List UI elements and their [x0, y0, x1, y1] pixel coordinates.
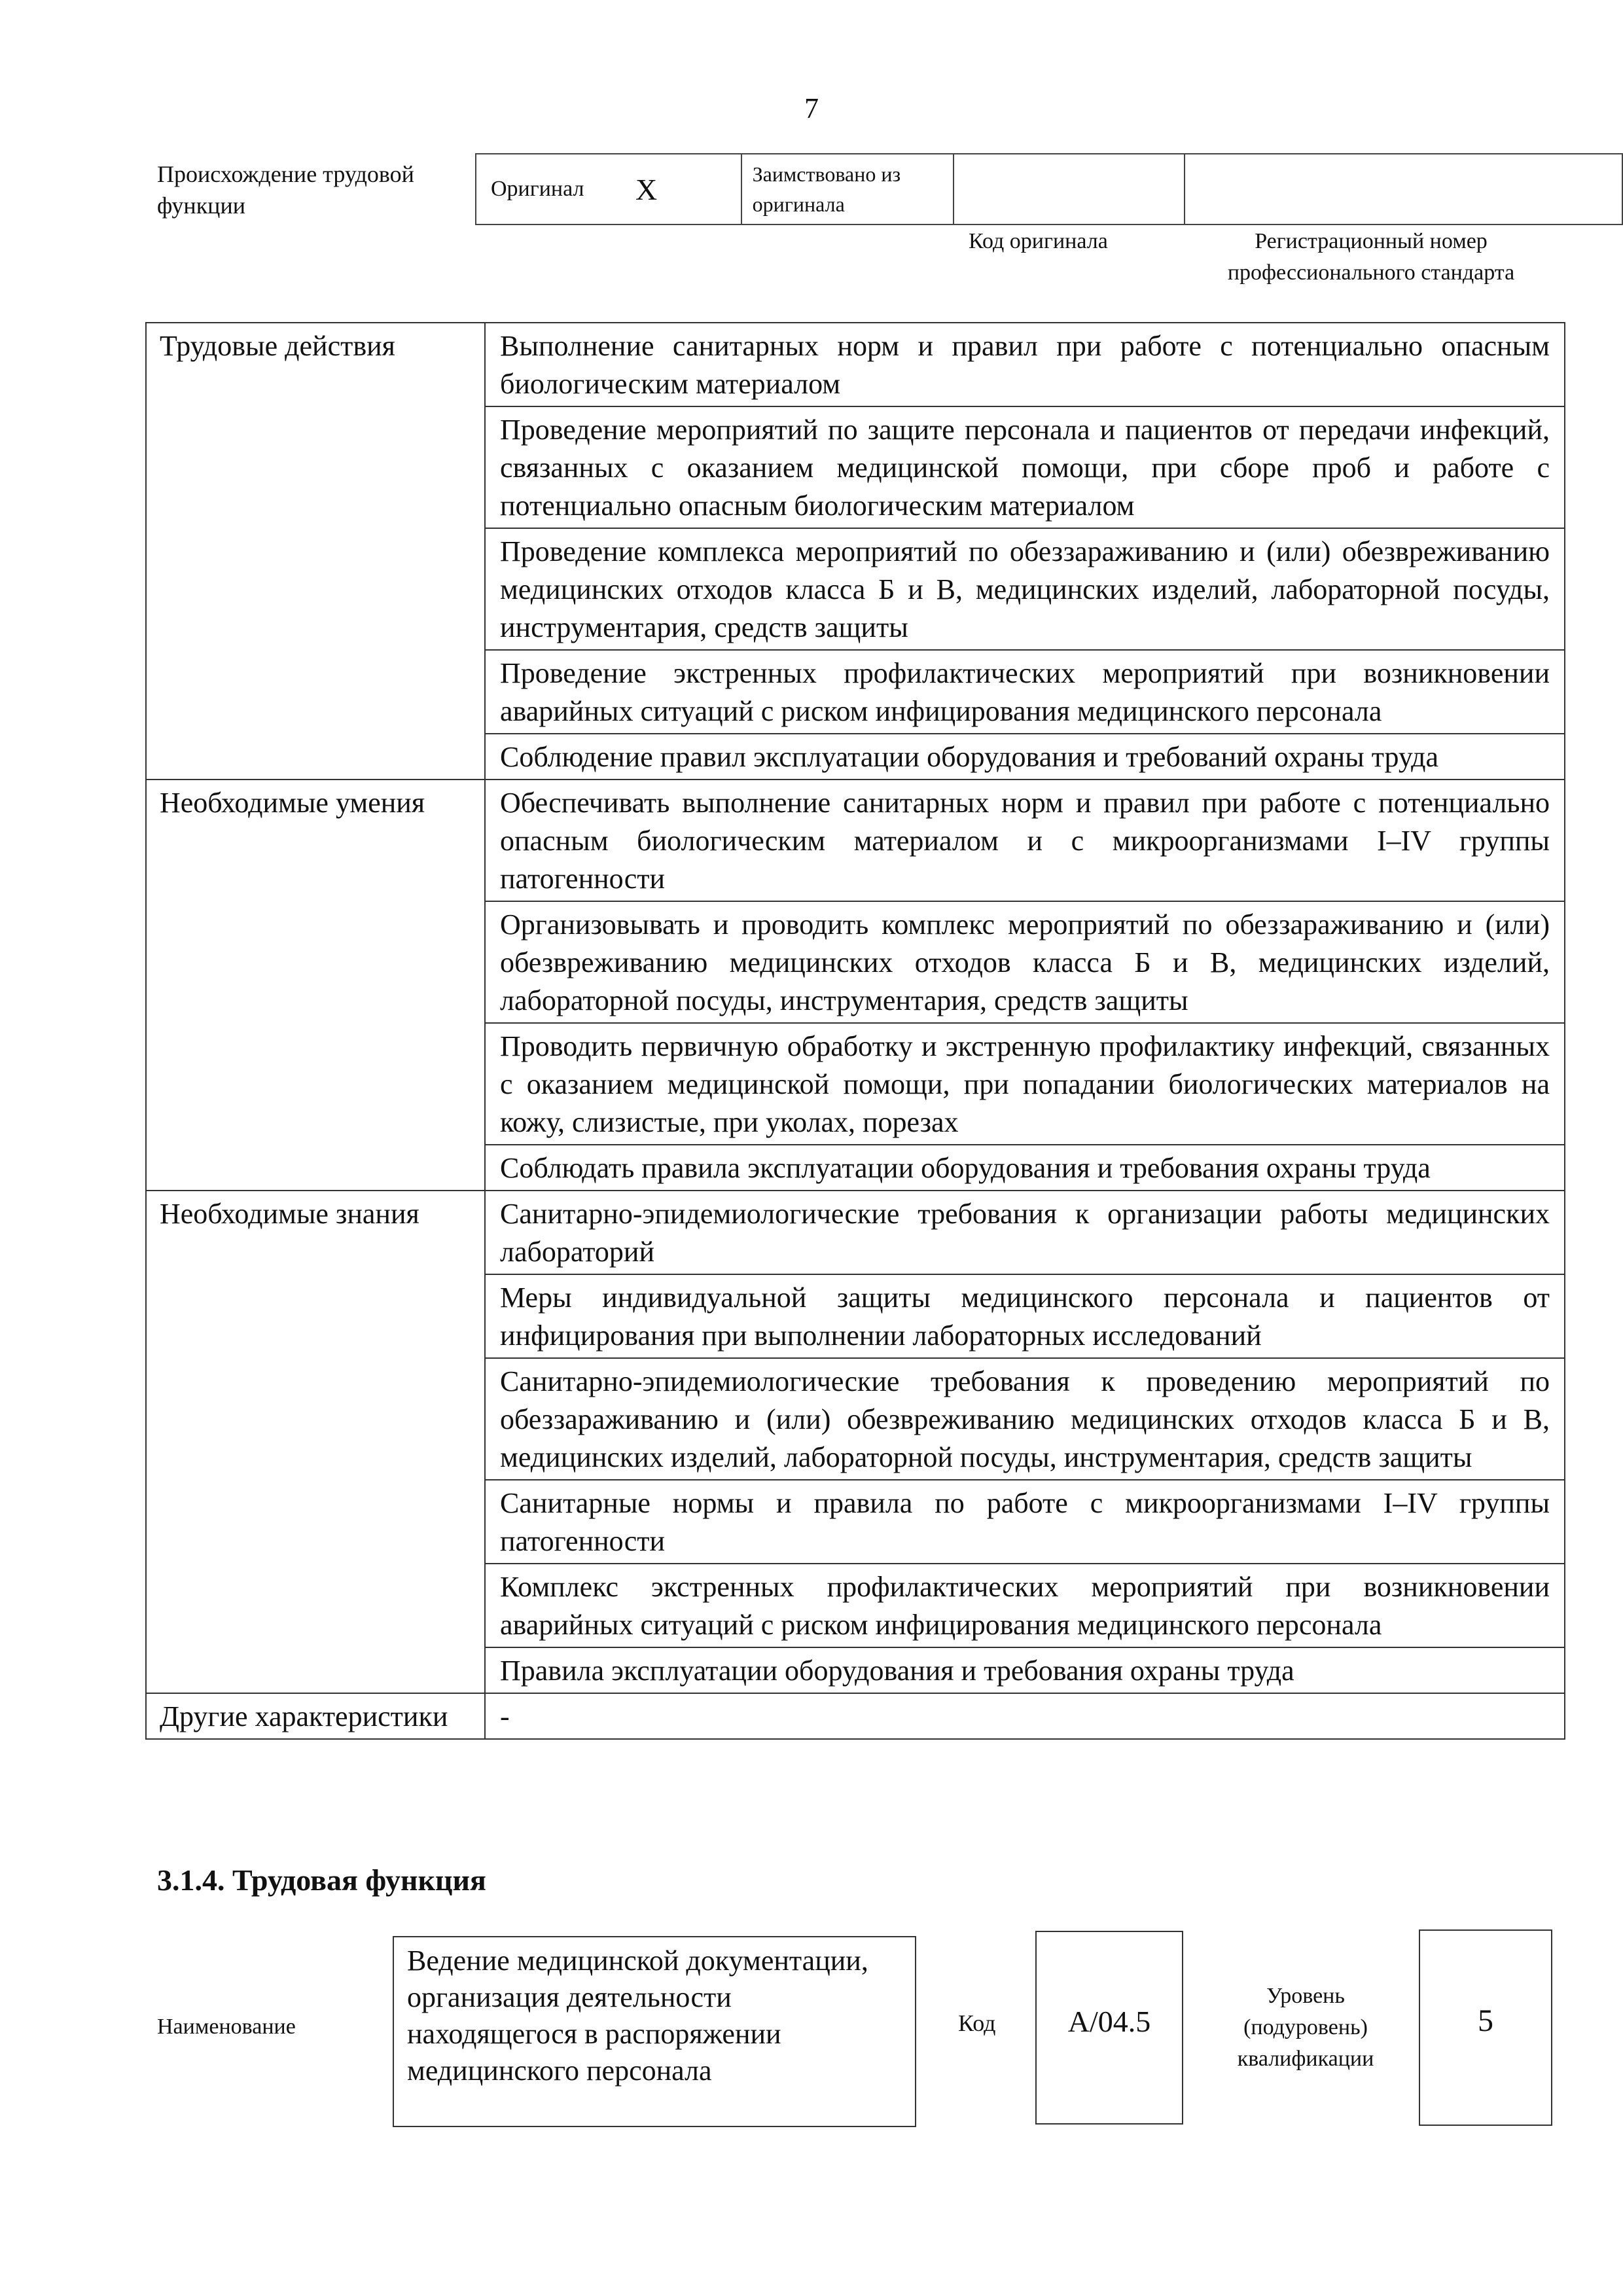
table-cell-item: Санитарные нормы и правила по работе с микроорганизмами I–IV группы патогенности	[485, 1480, 1565, 1564]
table-cell-item: Обеспечивать выполнение санитарных норм и правил при работе с потенциально опасным биологическим материалом и с микроорганизмами I–IV группы патогенности	[485, 780, 1565, 901]
original-mark: X	[635, 172, 658, 206]
section-heading: 3.1.4. Трудовая функция	[157, 1863, 486, 1897]
table-cell-item: Проведение комплекса мероприятий по обеззараживанию и (или) обезвреживанию медицинских отходов класса Б и В, медицинских изделий, лабораторной посуды, инструментария, средств защиты	[485, 528, 1565, 650]
origin-reg-cell	[1185, 154, 1622, 224]
table-row	[146, 1693, 1565, 1739]
borrowed-label: Заимствовано из оригинала	[741, 154, 954, 224]
origin-table	[475, 153, 1623, 225]
section-label: Другие характеристики	[146, 1693, 485, 1739]
qualification-level-box: 5	[1419, 1929, 1552, 2126]
table-cell-item: Проведение экстренных профилактических мероприятий при возникновении аварийных ситуаций с риском инфицирования медицинского персонала	[485, 650, 1565, 734]
page-number: 7	[804, 92, 819, 124]
name-label: Наименование	[157, 2015, 296, 2039]
function-code-box: A/04.5	[1035, 1931, 1183, 2125]
table-cell-item: Комплекс экстренных профилактических мероприятий при возникновении аварийных ситуаций с риском инфицирования медицинского персонала	[485, 1564, 1565, 1647]
caption-original-code: Код оригинала	[969, 229, 1108, 253]
table-cell-item: Организовывать и проводить комплекс мероприятий по обеззараживанию и (или) обезвреживанию медицинских отходов класса Б и В, медицинских изделий, лабораторной посуды, инструментария, средств защиты	[485, 901, 1565, 1023]
code-label: Код	[958, 2010, 996, 2036]
section-label: Необходимые знания	[146, 1191, 485, 1693]
table-cell-item: Меры индивидуальной защиты медицинского персонала и пациентов от инфицирования при выполнении лабораторных исследований	[485, 1274, 1565, 1358]
table-cell-item: Выполнение санитарных норм и правил при работе с потенциально опасным биологическим материалом	[485, 323, 1565, 406]
table-cell-item: Санитарно-эпидемиологические требования к организации работы медицинских лабораторий	[485, 1191, 1565, 1274]
function-name-box: Ведение медицинской документации, организация деятельности находящегося в распоряжении медицинского персонала	[393, 1936, 916, 2127]
origin-label: Происхождение трудовой функции	[157, 161, 414, 219]
table-cell-item: Правила эксплуатации оборудования и требования охраны труда	[485, 1647, 1565, 1693]
table-cell-item: Соблюдать правила эксплуатации оборудования и требования охраны труда	[485, 1145, 1565, 1191]
caption-registration-number: Регистрационный номер профессионального стандарта	[1227, 229, 1515, 285]
table-row	[146, 1191, 1565, 1274]
table-cell-item: Проведение мероприятий по защите персонала и пациентов от передачи инфекций, связанных с оказанием медицинской помощи, при сборе проб и работе с потенциально опасным биологическим материалом	[485, 406, 1565, 528]
table-row	[146, 323, 1565, 406]
table-cell-item: -	[485, 1693, 1565, 1739]
table-cell-item: Соблюдение правил эксплуатации оборудования и требований охраны труда	[485, 734, 1565, 780]
labor-function-table	[145, 322, 1565, 1740]
original-label: Оригинал	[491, 177, 584, 201]
section-label: Необходимые умения	[146, 780, 485, 1191]
level-label: Уровень (подуровень) квалификации	[1237, 1984, 1374, 2071]
table-cell-item: Санитарно-эпидемиологические требования к проведению мероприятий по обеззараживанию и (или) обезвреживанию медицинских отходов класса Б и В, медицинских изделий, лабораторной посуды, инструментария, средств защиты	[485, 1358, 1565, 1480]
table-cell-item: Проводить первичную обработку и экстренную профилактику инфекций, связанных с оказанием медицинской помощи, при попадании биологических материалов на кожу, слизистые, при уколах, порезах	[485, 1023, 1565, 1145]
table-row	[146, 780, 1565, 901]
origin-code-cell	[954, 154, 1185, 224]
origin-original-cell	[476, 154, 741, 224]
section-label: Трудовые действия	[146, 323, 485, 780]
